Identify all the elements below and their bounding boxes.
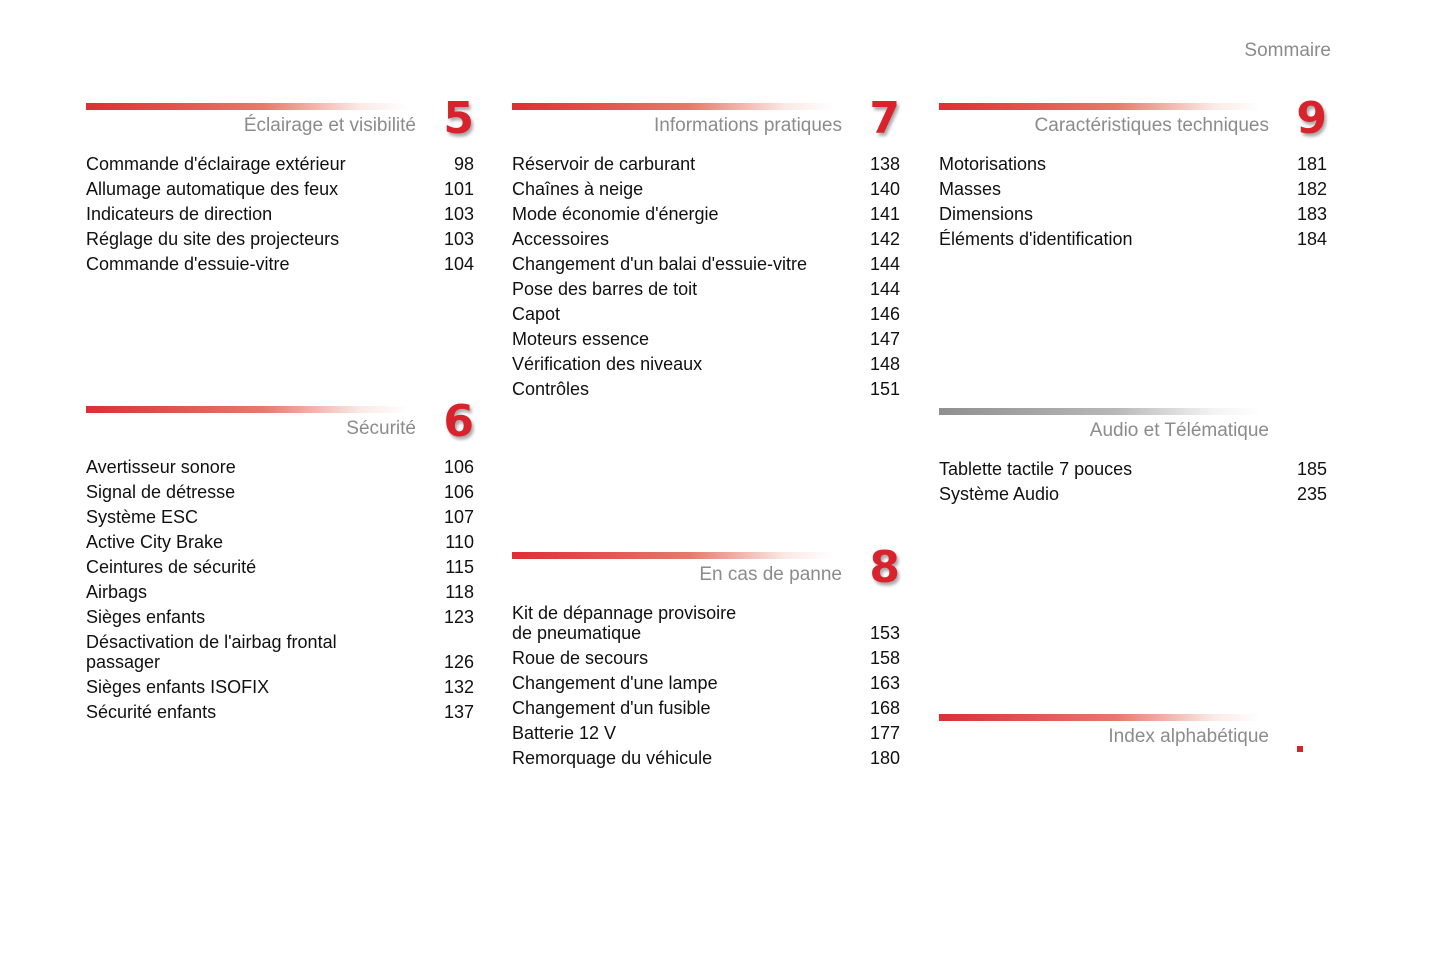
toc-entry-label: Chaînes à neige <box>512 179 644 199</box>
toc-entry-label: Accessoires <box>512 229 610 249</box>
toc-entry-label: Moteurs essence <box>512 329 650 349</box>
toc-entry[interactable] <box>512 254 900 274</box>
toc-entry[interactable] <box>939 459 1327 479</box>
toc-entry[interactable] <box>86 482 474 502</box>
toc-entry[interactable] <box>86 702 474 722</box>
toc-entry-label: Changement d'une lampe <box>512 673 718 693</box>
toc-entry-label: Contrôles <box>512 379 590 399</box>
toc-entry-label: Remorquage du véhicule <box>512 748 713 768</box>
toc-list <box>939 459 1327 509</box>
toc-entry-page: 137 <box>443 702 474 722</box>
section-number: 5 <box>443 93 474 144</box>
section-bar <box>512 552 834 559</box>
toc-entry-label: Avertisseur sonore <box>86 457 236 477</box>
toc-entry-page: 118 <box>445 582 474 602</box>
toc-entry-label: Système Audio <box>939 484 1060 504</box>
toc-entry-label: Active City Brake <box>86 532 224 552</box>
toc-entry[interactable] <box>512 279 900 299</box>
toc-entry-label: Réglage du site des projecteurs <box>86 229 340 249</box>
section-title: Caractéristiques techniques <box>1034 115 1269 136</box>
toc-entry-page: 184 <box>1296 229 1327 249</box>
section-title: Sécurité <box>346 418 416 439</box>
toc-entry-page: 138 <box>869 154 900 174</box>
toc-entry-page: 177 <box>869 723 900 743</box>
section-marker-dot <box>1297 746 1303 752</box>
toc-entry[interactable] <box>512 229 900 249</box>
section-number: 9 <box>1296 93 1327 144</box>
section-title: Audio et Télématique <box>1089 420 1269 441</box>
toc-entry[interactable] <box>86 179 474 199</box>
toc-entry-page: 141 <box>869 204 900 224</box>
toc-entry-page: 106 <box>443 482 474 502</box>
toc-entry[interactable] <box>512 698 900 718</box>
toc-entry-page: 181 <box>1296 154 1327 174</box>
toc-entry-label: Capot <box>512 304 561 324</box>
toc-entry-page: 158 <box>869 648 900 668</box>
toc-entry-label: Tablette tactile 7 pouces <box>939 459 1133 479</box>
toc-entry[interactable] <box>86 154 474 174</box>
toc-entry-label: Sièges enfants <box>86 607 206 627</box>
toc-entry-label: Désactivation de l'airbag frontal passager <box>86 632 337 672</box>
toc-entry-page: 142 <box>869 229 900 249</box>
toc-entry[interactable] <box>86 254 474 274</box>
toc-entry-label: Changement d'un fusible <box>512 698 711 718</box>
toc-entry-page: 144 <box>869 279 900 299</box>
toc-entry[interactable] <box>86 557 474 577</box>
toc-entry-label: Dimensions <box>939 204 1034 224</box>
section-bar <box>512 103 834 110</box>
toc-list <box>512 154 900 404</box>
toc-entry-label: Batterie 12 V <box>512 723 617 743</box>
toc-entry-page: 185 <box>1296 459 1327 479</box>
toc-entry-page: 123 <box>443 607 474 627</box>
toc-entry-page: 147 <box>869 329 900 349</box>
toc-entry[interactable] <box>512 648 900 668</box>
section-number: 6 <box>443 396 474 447</box>
toc-entry[interactable] <box>512 329 900 349</box>
toc-entry-label: Allumage automatique des feux <box>86 179 339 199</box>
section-title: Informations pratiques <box>654 115 842 136</box>
toc-entry-page: 235 <box>1296 484 1327 504</box>
toc-list <box>86 154 474 279</box>
toc-entry[interactable] <box>512 154 900 174</box>
toc-entry-page: 126 <box>443 652 474 672</box>
toc-entry[interactable] <box>512 723 900 743</box>
toc-entry-label: Commande d'essuie-vitre <box>86 254 290 274</box>
toc-entry-page: 146 <box>869 304 900 324</box>
toc-entry[interactable] <box>512 673 900 693</box>
toc-entry-label: Changement d'un balai d'essuie-vitre <box>512 254 808 274</box>
section-bar <box>939 408 1261 415</box>
toc-entry-page: 153 <box>869 623 900 643</box>
toc-entry[interactable] <box>86 507 474 527</box>
section-number: 7 <box>869 93 900 144</box>
toc-entry-page: 183 <box>1296 204 1327 224</box>
section-number: 8 <box>869 542 900 593</box>
toc-entry-page: 103 <box>443 204 474 224</box>
toc-entry[interactable] <box>512 748 900 768</box>
toc-entry[interactable] <box>86 677 474 697</box>
toc-entry[interactable] <box>86 204 474 224</box>
toc-entry-page: 182 <box>1296 179 1327 199</box>
toc-entry[interactable] <box>939 154 1327 174</box>
toc-entry-page: 180 <box>869 748 900 768</box>
toc-entry-page: 151 <box>869 379 900 399</box>
toc-entry-label: Ceintures de sécurité <box>86 557 257 577</box>
toc-entry-label: Kit de dépannage provisoire de pneumatique <box>512 603 737 643</box>
section-bar <box>939 714 1261 721</box>
toc-entry-page: 101 <box>443 179 474 199</box>
toc-entry-label: Sécurité enfants <box>86 702 217 722</box>
section-title: Éclairage et visibilité <box>243 115 416 136</box>
section-bar <box>939 103 1261 110</box>
toc-entry[interactable] <box>512 204 900 224</box>
toc-entry-label: Commande d'éclairage extérieur <box>86 154 346 174</box>
toc-entry[interactable] <box>512 379 900 399</box>
toc-entry-page: 144 <box>869 254 900 274</box>
section-bar <box>86 103 408 110</box>
toc-entry-label: Système ESC <box>86 507 199 527</box>
toc-entry-label: Motorisations <box>939 154 1047 174</box>
toc-entry-page: 98 <box>453 154 474 174</box>
toc-entry-label: Masses <box>939 179 1002 199</box>
toc-entry-page: 106 <box>443 457 474 477</box>
toc-entry-page: 110 <box>445 532 474 552</box>
toc-entry[interactable] <box>512 603 900 643</box>
toc-entry-label: Pose des barres de toit <box>512 279 698 299</box>
toc-entry-label: Vérification des niveaux <box>512 354 703 374</box>
toc-entry-label: Airbags <box>86 582 148 602</box>
toc-list <box>86 457 474 727</box>
toc-list <box>939 154 1327 254</box>
toc-entry[interactable] <box>939 484 1327 504</box>
toc-entry-page: 115 <box>445 557 474 577</box>
toc-entry[interactable] <box>512 354 900 374</box>
toc-entry-page: 168 <box>869 698 900 718</box>
toc-entry-page: 103 <box>443 229 474 249</box>
toc-entry-page: 107 <box>443 507 474 527</box>
toc-entry-label: Signal de détresse <box>86 482 236 502</box>
toc-entry[interactable] <box>86 607 474 627</box>
toc-entry-page: 104 <box>443 254 474 274</box>
toc-entry[interactable] <box>939 204 1327 224</box>
toc-list <box>512 603 900 773</box>
toc-entry-page: 163 <box>869 673 900 693</box>
toc-entry-page: 140 <box>869 179 900 199</box>
toc-entry[interactable] <box>86 582 474 602</box>
section-bar <box>86 406 408 413</box>
toc-entry[interactable] <box>512 179 900 199</box>
toc-entry-page: 148 <box>869 354 900 374</box>
toc-entry-page: 132 <box>443 677 474 697</box>
page-title: Sommaire <box>1244 40 1331 61</box>
section-title: En cas de panne <box>699 564 842 585</box>
toc-entry[interactable] <box>512 304 900 324</box>
toc-entry-label: Mode économie d'énergie <box>512 204 719 224</box>
toc-entry[interactable] <box>86 632 474 672</box>
toc-entry-label: Roue de secours <box>512 648 649 668</box>
toc-entry-label: Réservoir de carburant <box>512 154 696 174</box>
toc-entry[interactable] <box>86 457 474 477</box>
toc-entry[interactable] <box>939 229 1327 249</box>
toc-entry-label: Éléments d'identification <box>939 229 1133 249</box>
toc-entry[interactable] <box>86 229 474 249</box>
toc-entry-label: Sièges enfants ISOFIX <box>86 677 270 697</box>
toc-entry[interactable] <box>86 532 474 552</box>
toc-entry[interactable] <box>939 179 1327 199</box>
section-title[interactable]: Index alphabétique <box>1108 726 1269 747</box>
toc-entry-label: Indicateurs de direction <box>86 204 273 224</box>
